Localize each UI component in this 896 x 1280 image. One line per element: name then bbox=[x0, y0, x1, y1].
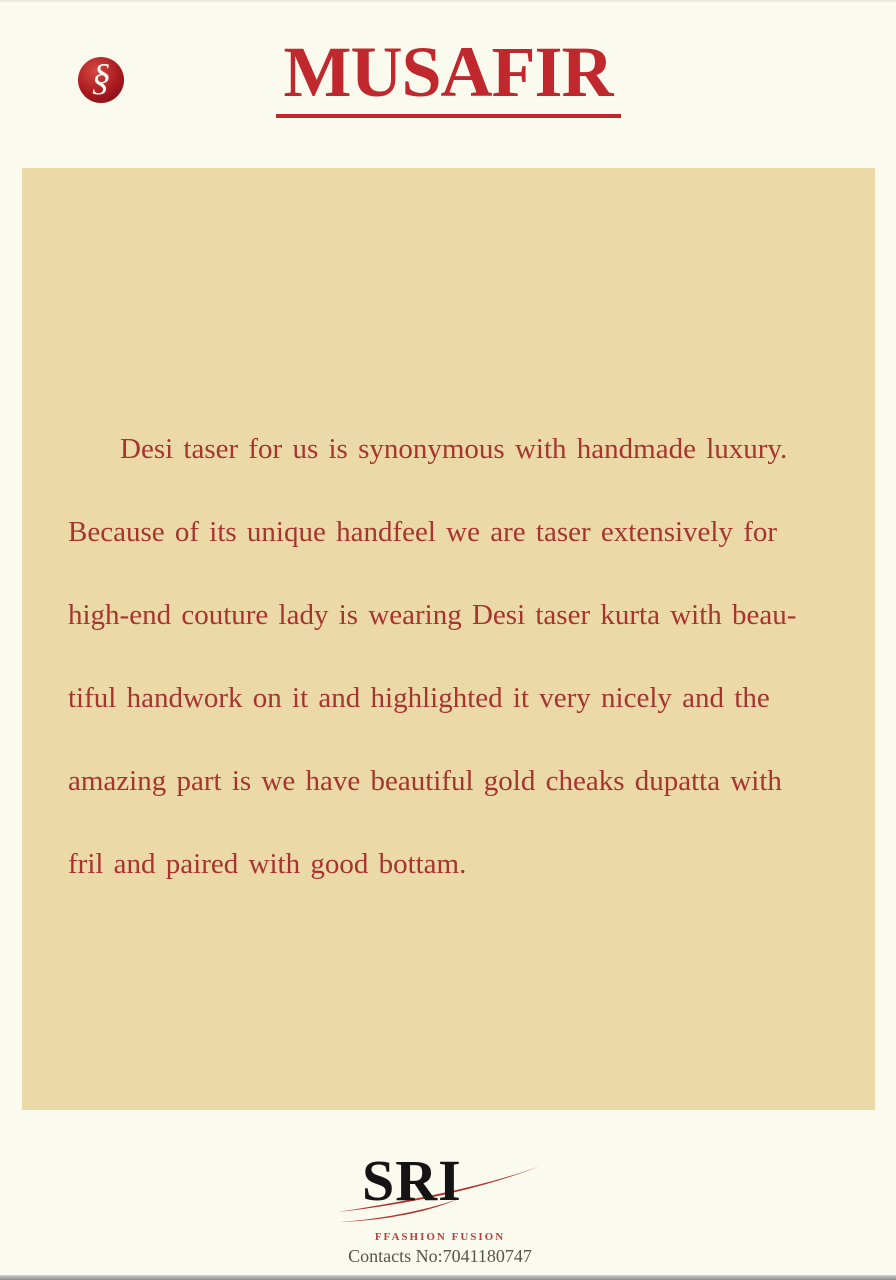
description-panel bbox=[22, 168, 875, 1110]
page-title-text: MUSAFIR bbox=[276, 36, 621, 118]
description-line: Because of its unique handfeel we are taser extensively for bbox=[68, 516, 778, 548]
description-line: fril and paired with good bottam. bbox=[68, 848, 467, 880]
description-line: Desi taser for us is synonymous with handmade luxury. bbox=[120, 433, 788, 465]
footer-contact: Contacts No:7041180747 bbox=[348, 1246, 532, 1266]
description-line: tiful handwork on it and highlighted it very nicely and the bbox=[68, 682, 770, 714]
monogram-glyph: § bbox=[91, 57, 111, 99]
description-line: amazing part is we have beautiful gold cheaks dupatta with bbox=[68, 765, 782, 797]
sri-logo bbox=[330, 1148, 550, 1230]
sri-logo-text: SRI bbox=[362, 1148, 462, 1213]
top-divider bbox=[0, 0, 896, 2]
footer bbox=[0, 1148, 896, 1267]
footer-tagline: FFASHION FUSION bbox=[374, 1231, 506, 1243]
page-title bbox=[0, 32, 896, 118]
bottom-divider bbox=[0, 1275, 896, 1280]
description-line: high-end couture lady is wearing Desi taser kurta with beau- bbox=[68, 599, 797, 631]
